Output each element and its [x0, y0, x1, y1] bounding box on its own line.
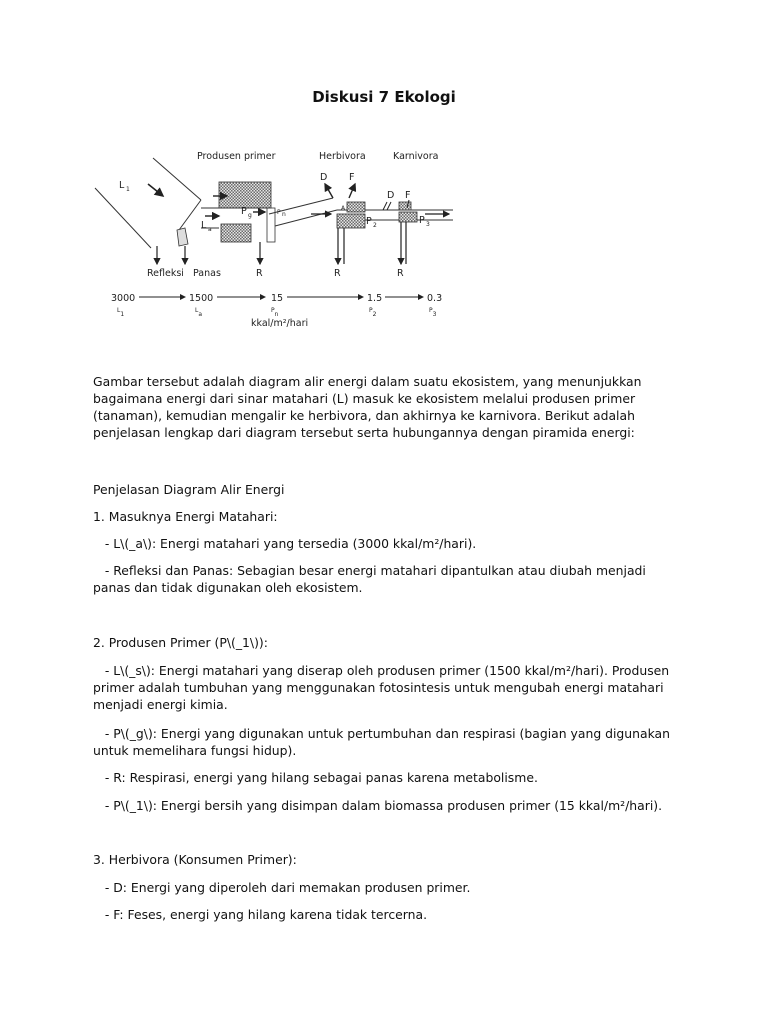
value-3000: 3000 — [111, 293, 136, 304]
label-karnivora: Karnivora — [393, 151, 439, 162]
label-pg: P — [241, 206, 247, 217]
value-15: 15 — [271, 293, 284, 304]
label-r1: R — [256, 268, 263, 279]
value-1-5-label: $P_2$ — [369, 307, 377, 318]
break-mark-2 — [387, 202, 391, 210]
carnivore-block-top — [399, 202, 411, 210]
label-refleksi: Refleksi — [147, 268, 184, 279]
section-3-title: 3. Herbivora (Konsumen Primer): — [93, 852, 297, 867]
value-3000-label: $L_1$ — [117, 307, 125, 318]
label-a: A — [341, 205, 346, 212]
label-pg-sub: g — [248, 212, 252, 219]
value-15-label: $P_n$ — [271, 307, 279, 318]
energy-flow-svg — [93, 148, 453, 330]
label-f1: F — [349, 172, 355, 183]
value-0-3: 0.3 — [427, 293, 443, 304]
producer-block-bottom — [221, 224, 251, 242]
label-p2-sub: 2 — [373, 222, 377, 229]
label-d2: D — [387, 190, 395, 201]
label-r3: R — [397, 268, 404, 279]
leaf-edge-shape — [177, 228, 188, 246]
section-1-item-2: - Refleksi dan Panas: Sebagian besar energi matahari dipantulkan atau diubah menjadi panas dan tidak digunakan oleh ekosistem. — [93, 563, 650, 595]
carnivore-block-bottom — [399, 212, 417, 222]
label-p3: P — [419, 215, 425, 226]
section-2-item-1: - L\(_s\): Energi matahari yang diserap oleh produsen primer (1500 kkal/m²/hari). Produsen primer adalah tumbuhan yang menggunakan fotosintesis untuk mengubah energi matahari menjadi energi kimia. — [93, 663, 674, 712]
section-2-title: 2. Produsen Primer (P\(_1\)): — [93, 635, 268, 650]
section-2-item-2: - P\(_g\): Energi yang digunakan untuk pertumbuhan dan respirasi (bagian yang digunakan untuk memelihara fungsi hidup). — [93, 726, 674, 758]
section-2-item-3: - R: Respirasi, energi yang hilang sebagai panas karena metabolisme. — [93, 770, 538, 785]
arrow-sunlight — [148, 184, 163, 196]
arrow-f1 — [349, 184, 355, 198]
label-r2: R — [334, 268, 341, 279]
label-panas: Panas — [193, 268, 221, 279]
label-produsen-primer: Produsen primer — [197, 151, 276, 162]
label-f2: F — [405, 190, 411, 201]
section-heading: Penjelasan Diagram Alir Energi — [93, 482, 285, 497]
label-d1: D — [320, 172, 328, 183]
boundary-line-edge — [179, 200, 201, 230]
label-p3-sub: 3 — [426, 221, 430, 228]
herbivore-block-top — [347, 202, 365, 212]
label-la: L — [201, 220, 207, 231]
value-1500: 1500 — [189, 293, 214, 304]
label-l1-sub: 1 — [126, 186, 130, 193]
value-1-5: 1.5 — [367, 293, 383, 304]
section-1-title: 1. Masuknya Energi Matahari: — [93, 509, 278, 524]
break-mark-1 — [383, 202, 387, 210]
label-pn: P — [277, 209, 281, 216]
herbivore-block-bottom — [337, 214, 365, 228]
label-la-sub: a — [208, 226, 212, 233]
value-0-3-label: $P_3$ — [429, 307, 437, 318]
intro-paragraph: Gambar tersebut adalah diagram alir energi dalam suatu ekosistem, yang menunjukkan bagaimana energi dari sinar matahari (L) masuk ke ekosistem melalui produsen primer (tanaman), kemudian mengalir ke herbivora, dan akhirnya ke karnivora. Berikut adalah penjelasan lengkap dari diagram tersebut serta hubungannya dengan piramida energi: — [93, 374, 642, 440]
section-3-item-2: - F: Feses, energi yang hilang karena tidak tercerna. — [93, 907, 428, 922]
unit-label: kkal/m²/hari — [251, 318, 309, 329]
label-herbivora: Herbivora — [319, 151, 366, 162]
producer-block-top — [219, 182, 271, 208]
energy-flow-diagram — [93, 148, 453, 330]
label-p2: P — [366, 216, 372, 227]
label-l1: L — [119, 180, 125, 191]
section-2-item-4: - P\(_1\): Energi bersih yang disimpan dalam biomassa produsen primer (15 kkal/m²/hari). — [93, 798, 663, 813]
label-pn-sub: n — [282, 211, 286, 218]
arrow-d1 — [325, 184, 333, 198]
section-3-item-1: - D: Energi yang diperoleh dari memakan produsen primer. — [93, 880, 471, 895]
boundary-line-outer — [95, 188, 151, 248]
document-title: Diskusi 7 Ekologi — [312, 88, 456, 106]
value-1500-label: $L_a$ — [195, 307, 203, 318]
section-1-item-1: - L\(_a\): Energi matahari yang tersedia (3000 kkal/m²/hari). — [93, 536, 477, 551]
